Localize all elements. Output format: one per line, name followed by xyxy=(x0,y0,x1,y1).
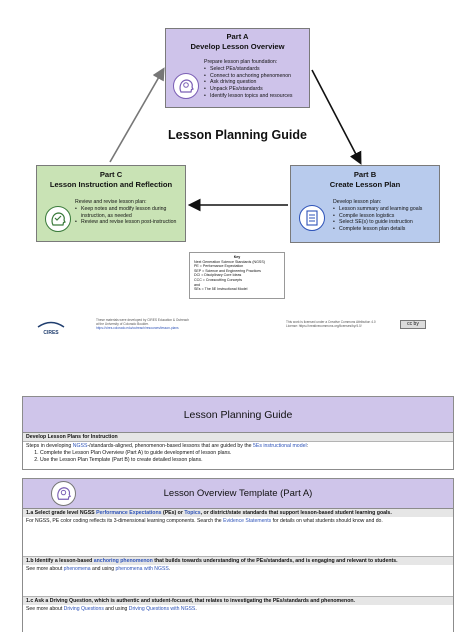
ngss-link[interactable]: NGSS xyxy=(72,443,88,449)
question-1a xyxy=(23,509,453,557)
text-span: 1.b Identify a lesson-based xyxy=(26,558,94,564)
cires-logo-text: CIRES xyxy=(43,330,59,336)
topics-link[interactable]: Topics xyxy=(184,510,201,516)
question-heading: 1.c Ask a Driving Question, which is authentic and student-focused, that relates to investigating the PEs/standards and phenomenon. xyxy=(23,597,453,605)
text-span: 1.a Select grade level NGSS xyxy=(26,510,97,516)
template-title: Lesson Overview Template (Part A) xyxy=(163,488,313,499)
part-a-list xyxy=(204,66,308,100)
key-line: Next Generation Science Standards (NGSS) xyxy=(194,259,265,264)
text-span: and using xyxy=(90,566,116,572)
checklist-icon xyxy=(299,205,325,231)
anchoring-phenomenon-link[interactable]: anchoring phenomenon xyxy=(93,558,153,564)
list-item: • Select PEs/standards xyxy=(204,66,308,73)
steps-list xyxy=(26,450,450,464)
phenomena-link[interactable]: phenomena xyxy=(63,566,91,572)
list-item: • Unpack PEs/standards xyxy=(204,86,308,93)
list-item: • Ask driving question xyxy=(204,79,308,86)
5es-model-link[interactable]: 5Es instructional model xyxy=(252,443,307,449)
question-heading xyxy=(23,509,453,517)
text-span: For NGSS, PE color coding reflects its 3-dimensional learning components. Search the xyxy=(26,518,224,524)
arrow-c-to-a xyxy=(110,70,163,162)
list-item: • Select SE(s) to guide instruction xyxy=(333,219,439,226)
text-span: : xyxy=(306,443,309,449)
list-item: 2. Use the Lesson Plan Template (Part B) to create detailed lesson plans. xyxy=(40,457,450,464)
part-c-label: Part C xyxy=(99,170,123,179)
footer-link[interactable]: https://cires.colorado.edu/outreach/resources/lesson-plans xyxy=(96,326,179,331)
part-a-intro: Prepare lesson plan foundation: xyxy=(204,59,278,65)
key-legend xyxy=(189,252,285,299)
text-span: -/standards-aligned, phenomenon-based lessons that are guided by the xyxy=(87,443,253,449)
text-span: and using xyxy=(103,606,129,612)
question-heading xyxy=(23,557,453,565)
cires-logo xyxy=(36,320,66,336)
performance-expectations-link[interactable]: Performance Expectations xyxy=(96,510,162,516)
part-b-label: Part B xyxy=(353,170,377,179)
part-a-title: Develop Lesson Overview xyxy=(190,42,285,52)
question-1c xyxy=(23,597,453,631)
steps-intro xyxy=(26,443,450,450)
text-span: (PEs) or xyxy=(161,510,185,516)
list-item: • Connect to anchoring phenomenon xyxy=(204,73,308,80)
question-body xyxy=(23,517,453,526)
text-span: Steps in developing xyxy=(26,443,73,449)
list-item: • Review and revise lesson post-instruction xyxy=(75,219,183,226)
key-line: CCC = Crosscutting Concepts xyxy=(194,277,243,282)
template-header xyxy=(23,479,453,509)
footer-line: This work is licensed under a Creative Commons Attribution 4.0 xyxy=(286,320,376,324)
lesson-guide-sheet xyxy=(22,396,454,470)
question-1b xyxy=(23,557,453,597)
text-span: . xyxy=(195,606,197,612)
part-c-intro: Review and revise lesson plan: xyxy=(75,199,147,205)
diagram-title: Lesson Planning Guide xyxy=(168,128,307,142)
list-item: • Compile lesson logistics xyxy=(333,213,439,220)
part-b-title: Create Lesson Plan xyxy=(329,180,401,190)
text-span: for details on what students should know and do. xyxy=(271,518,383,524)
list-item: • Complete lesson plan details xyxy=(333,226,439,233)
steps-block xyxy=(23,442,453,465)
part-b-intro: Develop lesson plan: xyxy=(333,199,382,205)
key-line: and xyxy=(194,282,200,287)
part-c-title: Lesson Instruction and Reflection xyxy=(49,180,173,190)
key-heading: Key xyxy=(233,255,241,259)
text-span: , or district/state standards that support lesson-based student learning goals. xyxy=(200,510,392,516)
section-label: Develop Lesson Plans for Instruction xyxy=(23,433,453,442)
part-b-list xyxy=(333,206,439,233)
creative-commons-badge[interactable]: cc by xyxy=(400,320,426,329)
footer-line: at the University of Colorado Boulder. xyxy=(96,322,149,327)
footer-line: These materials were developed by CIRES Education & Outreach xyxy=(96,318,190,322)
cires-logo-mark xyxy=(36,320,66,328)
phenomena-with-ngss-link[interactable]: phenomena with NGSS xyxy=(115,566,169,572)
driving-questions-link[interactable]: Driving Questions xyxy=(63,606,104,612)
footer-right-note xyxy=(286,320,392,328)
text-span: . xyxy=(168,566,171,572)
head-mind-icon xyxy=(173,73,199,99)
part-c-box xyxy=(36,165,186,242)
part-a-box xyxy=(165,28,310,108)
text-span: that builds towards understanding of the PEs/standards, and is engaging and relevant to students. xyxy=(152,558,398,564)
evidence-statements-link[interactable]: Evidence Statements xyxy=(223,518,272,524)
text-span: See more about xyxy=(26,566,64,572)
key-line: SEs = The 5E Instructional Model xyxy=(194,287,248,292)
part-c-list xyxy=(75,206,183,227)
footer-left-note xyxy=(96,318,226,330)
driving-questions-with-ngss-link[interactable]: Driving Questions with NGSS xyxy=(128,606,196,612)
list-item: 1. Complete the Lesson Plan Overview (Part A) to guide development of lesson plans. xyxy=(40,450,450,457)
list-item: • Keep notes and modify lesson during instruction, as needed xyxy=(75,206,183,220)
sheet-title: Lesson Planning Guide xyxy=(23,397,453,433)
key-line: PE = Performance Expectation xyxy=(194,264,244,269)
part-a-label: Part A xyxy=(226,32,249,41)
text-span: See more about xyxy=(26,606,64,612)
key-line: SEP = Science and Engineering Practices xyxy=(194,268,261,273)
lesson-overview-template xyxy=(22,478,454,632)
footer-link[interactable]: License: https://creativecommons.org/licenses/by/4.0/ xyxy=(286,324,362,329)
list-item: • Identify lesson topics and resources xyxy=(204,93,308,100)
arrow-a-to-b xyxy=(312,70,360,162)
head-gear-icon xyxy=(45,206,71,232)
question-body xyxy=(23,605,453,614)
part-b-box xyxy=(290,165,440,243)
question-body xyxy=(23,565,453,574)
key-line: DCI = Disciplinary Core Ideas xyxy=(194,273,242,278)
list-item: • Lesson summary and learning goals xyxy=(333,206,439,213)
